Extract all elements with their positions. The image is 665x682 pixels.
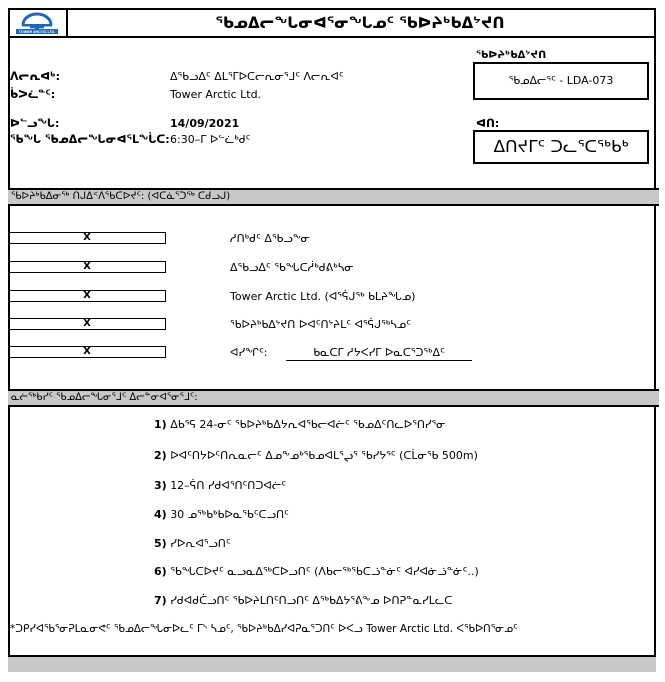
instruction-text: ᖃᖓᑕᐅᔪᑦ ᓇᓗᓇᐃᖅᑕᐅᓗᑎᑦ (ᐱᑲᓕᖅᖃᑕᓘᓐᓃᑦ ᐊᓯᐊᓃᓘᓐᓃᑦ..) bbox=[170, 565, 479, 578]
checklist-label: ᐃᖃᓗᐃᑦ ᖃᖓᑕᓲᒃᑯᕕᒃᓴᓂ bbox=[230, 261, 354, 274]
instruction-item bbox=[154, 508, 289, 521]
name-box: ᐃᑎᔪᒥᑦ ᑐᓚᕐᑕᖅᑲᒃ bbox=[473, 130, 649, 164]
instruction-number: 4) bbox=[154, 508, 167, 521]
other-field[interactable]: ᑲᓇᑕᒥ ᓱᔭᐸᓯᒥ ᐅᓇᑕᕐᑐᖅᐃᑦ bbox=[286, 346, 472, 361]
instruction-text: ᐃᑲᕐᕋ 24-ᓂᑦ ᖃᐅᔨᒃᑲᐃᔭᕆᐊᖃᓕᐊᓖᑦ ᖃᓄᐃᑦᑎᓚᐅᕐᑎᓯᕐᓂ bbox=[170, 418, 446, 431]
project-value: ᐃᖃᓗᐃᑦ ᐃᒪᕐᒥᐅᑕᓕᕆᓂᕐᒧᑦ ᐱᓕᕆᐊᑦ bbox=[170, 70, 344, 83]
section1-header: ᖃᐅᔨᒃᑲᐃᓂᖅ ᑎᒍᐃᑉᐱᖃᑕᐅᔪᑦ: (ᐊᑕᓈᕐᑐᖅ ᑕᑯᓗᒍ) bbox=[8, 188, 659, 206]
instruction-item bbox=[154, 565, 479, 578]
instruction-number: 2) bbox=[154, 449, 167, 462]
footnote: *ᑐᑭᓯᐊᖃᕐᓂᕈᒪᓇᓂᕙᑦ ᖃᓄᐃᓕᖓᓂᐅᓚᑦ ᒥᔅ ᓴᓄᑦ, ᖃᐅᔨᒃᑲᐃᓯᐊᕈᓇᕐᑐᑎᑦ ᐅᐸᓗ Tower Arctic Ltd. ᐸᕐᑲᐅᑎᕐᓂᓄᑦ bbox=[10, 623, 518, 635]
form-title: ᖃᓄᐃᓕᖓᓂᐊᕐᓂᖓᓄᑦ ᖃᐅᔨᒃᑲᐃᔾᔪᑎ bbox=[215, 14, 505, 32]
instruction-item bbox=[154, 537, 231, 550]
checklist-label: ᖃᐅᔨᒃᑲᐃᔾᔪᑎ ᐅᐊᑦᑎᔾᔨᒪᑦ ᐊᕐᕌᒍᖅᓴᓄᑦ bbox=[230, 318, 411, 331]
date-value: 14/09/2021 bbox=[170, 117, 240, 130]
instruction-number: 6) bbox=[154, 565, 167, 578]
checkbox-mark[interactable]: X bbox=[8, 261, 166, 273]
footer-bar bbox=[8, 655, 656, 672]
instruction-item bbox=[154, 594, 452, 607]
instruction-number: 3) bbox=[154, 479, 167, 492]
company-label: ᑳᐳᓛᓐᑦ: bbox=[10, 88, 56, 101]
instruction-text: 30 ᓄᖅᑲᒃᑲᐅᓇᖃᑦᑕᓗᑎᑦ bbox=[170, 508, 289, 521]
company-logo bbox=[10, 10, 68, 36]
checklist-label: Tower Arctic Ltd. (ᐊᕐᕌᒍᖅ ᑲᒪᔨᖓᓄ) bbox=[230, 290, 416, 303]
instruction-number: 7) bbox=[154, 594, 167, 607]
instruction-text: ᓯᐅᕆᐊᕐᓗᑎᑦ bbox=[170, 537, 231, 550]
instruction-item bbox=[154, 449, 478, 462]
checkbox-mark[interactable]: X bbox=[8, 232, 166, 244]
instruction-item bbox=[154, 479, 286, 492]
checkbox-mark[interactable]: X bbox=[8, 346, 166, 358]
instruction-item bbox=[154, 418, 445, 431]
company-value: Tower Arctic Ltd. bbox=[170, 88, 262, 101]
instruction-text: 12–ᕌᑎ ᓯᑯᐊᕐᑎᑦᑎᑐᐊᓖᑦ bbox=[170, 479, 286, 492]
checkbox-mark[interactable]: X bbox=[8, 290, 166, 302]
section2-header: ᓇᓖᖅᑲᓯᑦ ᖃᓄᐃᓕᖓᓂᕐᒧᑦ ᐃᓕᓐᓂᐊᕐᓂᕐᒧᑦ: bbox=[8, 389, 659, 407]
logo-text: TOWER ARCTIC LTD. bbox=[18, 30, 56, 34]
name-label: ᐊᑎ: bbox=[476, 117, 500, 130]
project-label: ᐱᓕᕆᐊᒃ: bbox=[10, 70, 60, 83]
checkbox-mark[interactable]: X bbox=[8, 318, 166, 330]
checklist-label: ᐊᓯᖏᑦ: bbox=[230, 346, 268, 359]
instruction-number: 1) bbox=[154, 418, 167, 431]
date-label: ᐅᓪᓗᖓ: bbox=[10, 117, 60, 130]
checklist-label: ᓱᑎᒃᑯᑦ ᐃᖃᓗᖕᓂ bbox=[230, 232, 310, 245]
tower-arctic-logo-icon bbox=[10, 10, 64, 36]
survey-label: ᖃᐅᔨᒃᑲᐃᔾᔪᑎ bbox=[476, 50, 547, 61]
time-label: ᖃᖓ ᖃᓄᐃᓕᖓᓂᐊᕐᒪᖔᑕ: bbox=[10, 133, 170, 146]
title-bar bbox=[8, 8, 656, 38]
survey-id-box: ᖃᓄᐃᓕᕐᑦ - LDA-073 bbox=[473, 62, 649, 100]
time-value: 6:30–ᒥ ᐅᓪᓛᒃᑯᑦ bbox=[170, 133, 251, 146]
instruction-text: ᓯᑯᐊᑯᑖᓗᑎᑦ ᖃᐅᔨᒪᑎᑦᑎᓗᑎᑦ ᐃᖅᑲᐃᔭᕐᕕᖕᓄ ᐅᑎᕈᓐᓇᓯᒪᓚᑕ bbox=[170, 594, 453, 607]
instruction-text: ᐅᐊᑦᑎᔭᐅᑦᑎᕆᓇᓕᑦ ᐃᓄᖕᓄᒃᖃᓄᐊᒪᕐᖢᕐ ᖃᓯᔭᕐᑦ (ᑕᒫᓂᖃ 500m) bbox=[170, 449, 478, 462]
instruction-number: 5) bbox=[154, 537, 167, 550]
